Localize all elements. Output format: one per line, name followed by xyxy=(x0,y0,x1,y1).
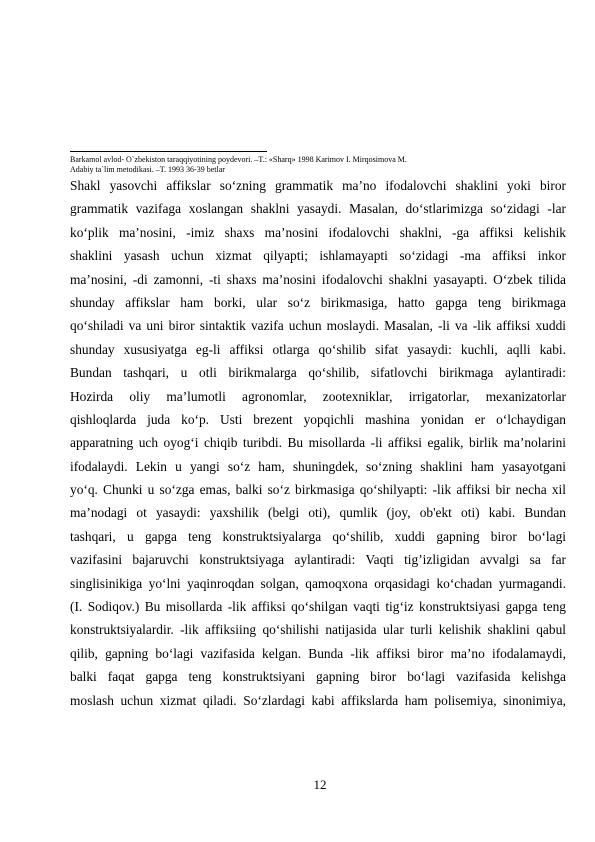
footnote xyxy=(70,155,540,175)
body-line: grammatik vazifaga xoslangan shaklni yasaydi. Masalan, do‘stlarimizga so‘zidagi -lar xyxy=(70,201,566,217)
body-line: shaklini yasash uchun xizmat qilyapti; ishlamayapti so‘zidagi -ma affiksi inkor xyxy=(70,248,566,264)
body-line: tashqari, u gapga teng konstruktsiyalarga qo‘shilib, xuddi gapning biror bo‘lagi xyxy=(70,528,566,544)
body-line: yo‘q. Chunki u so‘zga emas, balki so‘z birkmasiga qo‘shilyapti: -lik affiksi bir necha xil xyxy=(70,482,566,498)
body-line: konstruktsiyalardir. -lik affiksiing qo‘shilishi natijasida ular turli kelishik shaklini qabul xyxy=(70,622,566,638)
body-line: balki faqat gapga teng konstruktsiyani gapning biror bo‘lagi vazifasida kelishga xyxy=(70,669,566,685)
body-paragraph xyxy=(70,174,566,712)
body-line: ko‘plik ma’nosini, -imiz shaxs ma’nosini ifodalovchi shaklni, -ga affiksi kelishik xyxy=(70,224,566,240)
body-line: shunday affikslar ham borki, ular so‘z birikmasiga, hatto gapga teng birikmaga xyxy=(70,294,566,310)
footnote-line-2: Adabiy ta`lim metodikasi. –T. 1993 36-39 betlar xyxy=(70,165,225,174)
page-number: 12 xyxy=(313,777,327,792)
body-line: Shakl yasovchi affikslar so‘zning grammatik ma’no ifodalovchi shaklini yoki biror xyxy=(70,178,566,193)
body-line: (I. Sodiqov.) Bu misollarda -lik affiksi qo‘shilgan vaqti tig‘iz konstruktsiyasi gapga teng xyxy=(70,599,566,615)
body-line: Hozirda oliy ma’lumotli agronomlar, zootexniklar, irrigatorlar, mexanizatorlar xyxy=(70,388,566,404)
body-line: qishloqlarda juda ko‘p. Usti brezent yopqichli mashina yonidan er o‘lchaydigan xyxy=(70,411,566,427)
body-line: ifodalaydi. Lekin u yangi so‘z ham, shuningdek, so‘zning shaklini ham yasayotgani xyxy=(70,458,566,474)
footnote-line-1: Barkamol avlod- O`zbekiston taraqqiyotining poydevori. –T.: «Sharq» 1998 Karimov I. Mirqosimova M. xyxy=(70,155,407,164)
body-line: shunday xususiyatga eg-li affiksi otlarga qo‘shilib sifat yasaydi: kuchli, aqlli kabi. xyxy=(70,341,566,357)
body-line: qilib, gapning bo‘lagi vazifasida kelgan. Bunda -lik affiksi biror ma’no ifodalamaydi, xyxy=(70,645,566,661)
body-line: singlisinikiga yo‘lni yaqinroqdan solgan, qamoqxona orqasidagi ko‘chadan yurmagandi. xyxy=(70,575,566,591)
body-line: Bundan tashqari, u otli birikmalarga qo‘shilib, sifatlovchi birikmaga aylantiradi: xyxy=(70,365,566,381)
body-line: ma’nodagi ot yasaydi: yaxshilik (belgi oti), qumlik (joy, ob'ekt oti) kabi. Bundan xyxy=(70,505,566,521)
body-line: apparatning uch oyog‘i chiqib turibdi. Bu misollarda -li affiksi egalik, birlik ma’nolarini xyxy=(70,435,566,451)
footnote-separator xyxy=(70,151,267,152)
body-line: vazifasini bajaruvchi konstruktsiyaga aylantiradi: Vaqti tig’izligidan avvalgi sa far xyxy=(70,552,566,568)
body-line: ma’nosini, -di zamonni, -ti shaxs ma’nosini ifodalovchi shaklni yasayapti. O‘zbek tilida xyxy=(70,271,566,287)
body-line: qo‘shiladi va uni biror sintaktik vazifa uchun moslaydi. Masalan, -li va -lik affiksi xuddi xyxy=(70,318,566,334)
body-line: moslash uchun xizmat qiladi. So‘zlardagi kabi affikslarda ham polisemiya, sinonimiya, xyxy=(70,692,566,708)
